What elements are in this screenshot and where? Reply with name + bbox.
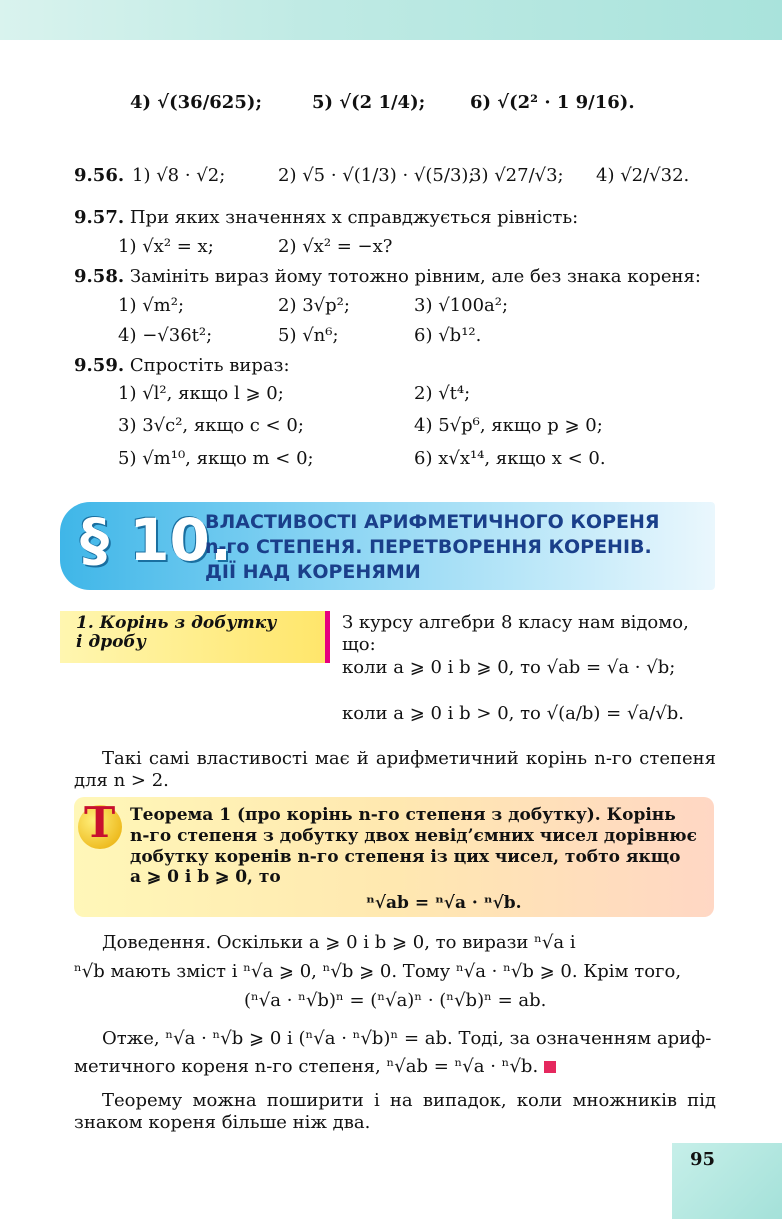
section-title-line: n-го СТЕПЕНЯ. ПЕРЕТВОРЕННЯ КОРЕНІВ. — [205, 536, 652, 558]
exercise-item: 4) √2/√32. — [596, 165, 690, 186]
top-decorative-band — [0, 0, 782, 40]
theorem-line: a ⩾ 0 і b ⩾ 0, то — [130, 867, 281, 887]
paragraph: Теорему можна поширити і на випадок, коли множників під знаком кореня більше ніж два. — [74, 1090, 716, 1133]
intro-line: що: — [342, 634, 376, 655]
exercise-item: 3) √27/√3; — [470, 165, 564, 186]
exercise-item: 5) √n⁶; — [278, 325, 339, 346]
exercise-item: 4) −√36t²; — [118, 325, 213, 346]
proof-line: ⁿ√b мають зміст і ⁿ√a ⩾ 0, ⁿ√b ⩾ 0. Тому ⁿ√a · ⁿ√b ⩾ 0. Крім того, — [74, 961, 682, 982]
section-title-line: ДІЇ НАД КОРЕНЯМИ — [205, 561, 421, 583]
exercise-item: 5) √m¹⁰, якщо m < 0; — [118, 448, 314, 469]
exercise-number: 9.56. — [74, 165, 125, 186]
theorem-line: добутку коренів n-го степеня із цих чисел, тобто якщо — [130, 847, 681, 867]
paragraph: Такі самі властивості має й арифметичний корінь n-го степеня для n > 2. — [74, 748, 716, 791]
exercise-item: 4) 5√p⁶, якщо p ⩾ 0; — [414, 415, 603, 436]
exercise-item: 2) √x² = −x? — [278, 236, 393, 257]
exercise-item: 1) √x² = x; — [118, 236, 214, 257]
theorem-formula: ⁿ√ab = ⁿ√a · ⁿ√b. — [366, 893, 522, 913]
theorem-line: Теорема 1 (про корінь n-го степеня з добутку). Корінь — [130, 805, 676, 825]
theorem-line: n-го степеня з добутку двох невід’ємних чисел дорівнює — [130, 826, 697, 846]
exercise-item: 6) √b¹². — [414, 325, 482, 346]
page-number: 95 — [690, 1149, 716, 1170]
proof-line: метичного кореня n-го степеня, ⁿ√ab = ⁿ√a · ⁿ√b. — [74, 1056, 539, 1077]
section-title-line: ВЛАСТИВОСТІ АРИФМЕТИЧНОГО КОРЕНЯ — [205, 511, 660, 533]
proof-line: Отже, ⁿ√a · ⁿ√b ⩾ 0 і (ⁿ√a · ⁿ√b)ⁿ = ab. Тоді, за означенням ариф- — [102, 1028, 712, 1049]
exercise-item: 6) x√x¹⁴, якщо x < 0. — [414, 448, 606, 469]
exercise-text: Замініть вираз йому тотожно рівним, але без знака кореня: — [129, 266, 701, 287]
intro-formula: коли a ⩾ 0 і b ⩾ 0, то √ab = √a · √b; — [342, 657, 676, 678]
exercise-item: 4) √(36/625); — [130, 92, 263, 113]
proof-formula: (ⁿ√a · ⁿ√b)ⁿ = (ⁿ√a)ⁿ · (ⁿ√b)ⁿ = ab. — [244, 990, 547, 1011]
exercise-item: 2) √5 · √(1/3) · √(5/3); — [278, 165, 475, 186]
exercise-item: 1) √l², якщо l ⩾ 0; — [118, 383, 284, 404]
exercise-item: 2) 3√p²; — [278, 295, 350, 316]
end-of-proof-icon — [544, 1061, 556, 1073]
subheading — [76, 614, 276, 652]
proof-line: Доведення. Оскільки a ⩾ 0 і b ⩾ 0, то вирази ⁿ√a і — [102, 932, 576, 953]
intro-line: З курсу алгебри 8 класу нам відомо, — [342, 612, 689, 633]
exercise-item: 3) 3√c², якщо c < 0; — [118, 415, 304, 436]
theorem-badge-letter: Т — [84, 798, 116, 847]
intro-formula: коли a ⩾ 0 і b > 0, то √(a/b) = √a/√b. — [342, 703, 684, 724]
exercise-text: Спростіть вираз: — [129, 355, 290, 376]
subheading-line: 1. Корінь з добутку — [76, 613, 277, 633]
page-corner-decoration — [672, 1143, 782, 1219]
subheading-line: і дробу — [76, 632, 146, 652]
exercise-item: 1) √m²; — [118, 295, 185, 316]
exercise-number: 9.57. — [74, 207, 125, 228]
exercise-text: При яких значеннях x справджується рівність: — [129, 207, 579, 228]
exercise-item: 5) √(2 1/4); — [312, 92, 426, 113]
exercise-item: 3) √100a²; — [414, 295, 509, 316]
section-title — [205, 510, 660, 585]
section-number: § 10. — [80, 506, 232, 574]
exercise-item: 1) √8 · √2; — [132, 165, 226, 186]
exercise-item: 6) √(2² · 1 9/16). — [470, 92, 635, 113]
exercise-item: 2) √t⁴; — [414, 383, 471, 404]
exercise-number: 9.59. — [74, 355, 125, 376]
exercise-number: 9.58. — [74, 266, 125, 287]
